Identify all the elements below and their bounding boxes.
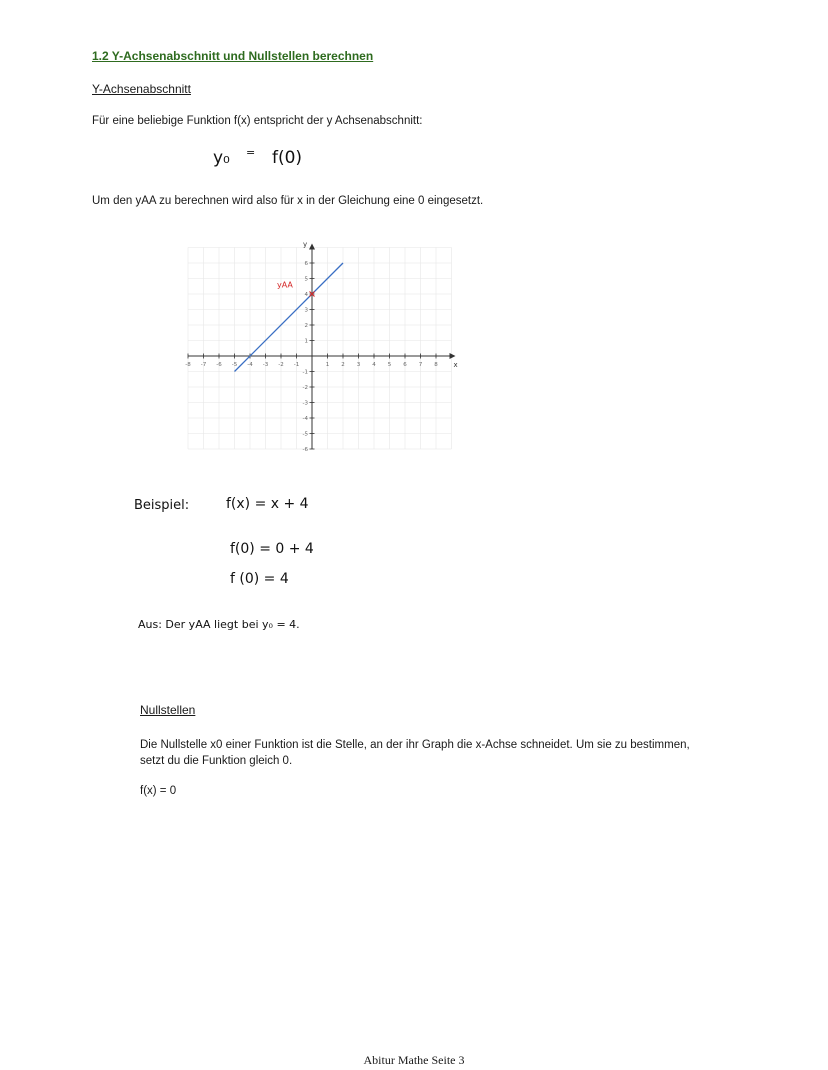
y-axis-label: y <box>303 240 308 249</box>
y-tick-label: -4 <box>302 416 308 422</box>
page-footer: Abitur Mathe Seite 3 <box>363 1053 465 1067</box>
example-label: Beispiel: <box>134 498 190 513</box>
section-title-roots: Nullstellen <box>140 703 196 717</box>
x-tick-label: 4 <box>372 362 376 368</box>
example-line-2: f(0) = 0 + 4 <box>230 541 314 557</box>
y-tick-label: -6 <box>302 447 308 453</box>
explanation-text: Um den yAA zu berechnen wird also für x in der Gleichung eine 0 eingesetzt. <box>92 195 484 207</box>
x-tick-label: -7 <box>200 362 207 368</box>
x-tick-label: 3 <box>356 362 361 368</box>
y-tick-label: 2 <box>304 323 308 329</box>
y-tick-label: -2 <box>302 385 308 391</box>
x-tick-label: -5 <box>231 362 238 368</box>
x-tick-label: 1 <box>325 362 330 368</box>
x-tick-label: 2 <box>341 362 345 368</box>
y-tick-label: 5 <box>304 276 308 283</box>
roots-formula: f(x) = 0 <box>140 785 177 797</box>
page-heading: 1.2 Y-Achsenabschnitt und Nullstellen berechnen <box>92 49 374 63</box>
formula-equals: = <box>246 146 256 159</box>
graph-grid <box>188 248 452 450</box>
x-tick-label: -8 <box>185 362 191 368</box>
y-tick-label: 4 <box>304 292 308 298</box>
example-line-1: f(x) = x + 4 <box>226 496 309 512</box>
example-answer: Aus: Der yAA liegt bei y₀ = 4. <box>138 618 300 631</box>
x-tick-label: 8 <box>434 362 438 368</box>
y-intercept-label: yAA <box>277 280 293 290</box>
x-tick-label: -6 <box>216 362 222 368</box>
x-tick-label: -2 <box>278 362 284 368</box>
x-tick-label: 7 <box>418 362 423 368</box>
x-tick-label: 6 <box>403 362 407 368</box>
roots-explanation: Die Nullstelle x0 einer Funktion ist die Stelle, an der ihr Graph die x-Achse schneidet. Um sie zu bestimmen, setzt du die Funktion gleich 0. <box>140 739 690 767</box>
x-tick-label: -4 <box>247 362 253 368</box>
y-tick-label: 3 <box>304 307 308 314</box>
formula-y0: y₀ <box>213 148 230 168</box>
intro-text: Für eine beliebige Funktion f(x) entspricht der y Achsenabschnitt: <box>92 115 423 127</box>
x-tick-label: -1 <box>293 362 300 368</box>
x-tick-label: 5 <box>387 362 392 368</box>
y-axis-arrow <box>309 244 315 250</box>
formula-f0: f(0) <box>272 148 303 168</box>
y-tick-label: 6 <box>304 261 308 267</box>
section-title-y-intercept: Y-Achsenabschnitt <box>92 82 191 96</box>
x-tick-label: -3 <box>262 362 269 368</box>
y-tick-label: 1 <box>304 338 308 345</box>
y-tick-label: -1 <box>302 369 308 376</box>
y-tick-label: -5 <box>302 431 308 438</box>
x-axis-label: x <box>453 361 458 369</box>
x-axis-arrow <box>450 353 456 359</box>
coordinate-graph <box>162 228 462 468</box>
example-line-3: f (0) = 4 <box>230 571 289 587</box>
y-tick-label: -3 <box>302 400 308 407</box>
